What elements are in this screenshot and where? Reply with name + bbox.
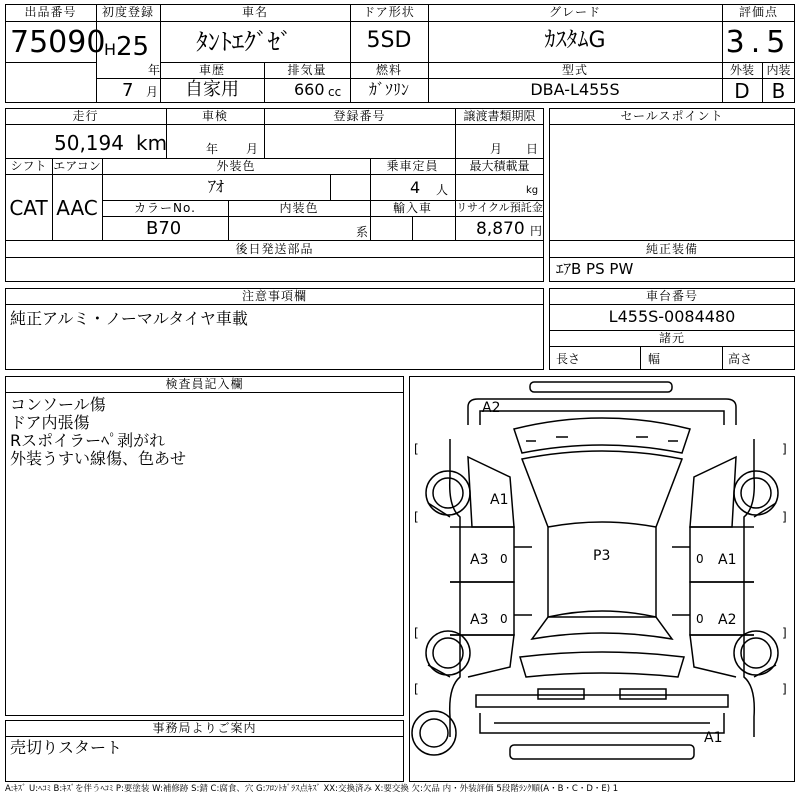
maxload-unit: kg (526, 185, 539, 196)
damage-mark-a1-bottom: A1 (704, 730, 723, 746)
grade: ｶｽﾀﾑG (544, 28, 606, 53)
shift-label: シフト (10, 159, 47, 173)
reg-month: 7 (122, 80, 134, 101)
capacity-label: 乗車定員 (386, 159, 439, 173)
length-label: 長さ (556, 352, 581, 366)
dims-label: 諸元 (658, 331, 685, 345)
chassis-label: 車台番号 (645, 289, 698, 303)
color-number: B70 (146, 218, 182, 239)
inspection-month-unit: 月 (246, 142, 259, 156)
later-parts-label: 後日発送部品 (235, 242, 314, 256)
damage-mark-zero-left-rear: 0 (500, 612, 508, 626)
inspector-line: コンソール傷 (10, 395, 106, 414)
displacement: 660 (294, 80, 325, 99)
car-diagram-svg (410, 377, 794, 781)
chassis-number: L455S-0084480 (608, 307, 736, 326)
mileage-label: 走行 (72, 109, 99, 123)
lot-number: 75090 (10, 25, 106, 60)
bracket-close-bottom-right: ] (782, 682, 787, 696)
interior-label: 内装 (766, 63, 791, 77)
inspection-year-unit: 年 (206, 142, 219, 156)
damage-mark-zero-right-rear: 0 (696, 612, 704, 626)
notes-text: 純正アルミ・ノーマルタイヤ車載 (10, 309, 248, 328)
damage-mark-p3: P3 (593, 548, 611, 564)
score-label: 評価点 (738, 5, 778, 19)
capacity: 4 (410, 178, 421, 197)
legend-footer: A:ｷｽﾞ U:ﾍｺﾐ B:ｷｽﾞを伴うﾍｺﾐ P:要塗装 W:補修跡 S:錆 C:腐食、穴 G:ﾌﾛﾝﾄｶﾞﾗｽ点ｷｽﾞ XX:交換済み X:要交換 欠:欠品 内・外装評価 5段階ﾗﾝｸ順(A・B・C・D・E) 1 (5, 784, 619, 794)
score: 3.5 (725, 25, 792, 60)
mileage: 50,194 (54, 131, 124, 155)
history-label: 車歴 (198, 63, 225, 77)
car-name: ﾀﾝﾄｴｸﾞｾﾞ (196, 28, 292, 56)
damage-mark-a2-top: A2 (482, 400, 501, 416)
year-unit: 年 (148, 63, 161, 77)
damage-diagram (409, 376, 795, 782)
damage-mark-zero-right-front: 0 (696, 552, 704, 566)
transfer-label: 譲渡書類期限 (463, 109, 536, 123)
shift: CAT (9, 196, 48, 220)
office-label: 事務局よりご案内 (152, 721, 257, 735)
door-label: ドア形状 (363, 5, 415, 19)
bracket-close-mid-right: ] (782, 510, 787, 524)
bracket-open-front-left: [ (414, 442, 419, 456)
bracket-close-front-right: ] (782, 442, 787, 456)
width-label: 幅 (648, 352, 661, 366)
inspector-notes (10, 396, 186, 468)
exterior-grade: D (734, 79, 750, 103)
inspection-label: 車検 (201, 109, 228, 123)
door-type: 5SD (366, 28, 412, 53)
damage-mark-a1-right: A1 (718, 552, 737, 568)
interior-color-unit: 系 (356, 225, 369, 239)
plate-label: 登録番号 (333, 109, 386, 123)
model-label: 型式 (561, 63, 588, 77)
damage-mark-a3-left-front: A3 (470, 552, 489, 568)
office-text: 売切りスタート (10, 738, 123, 757)
displacement-unit: cc (328, 85, 342, 99)
damage-mark-a1-left: A1 (490, 492, 509, 508)
transfer-month-unit: 月 (490, 142, 503, 156)
recycle-fee: 8,870 (476, 219, 525, 239)
bracket-close-rear-right: ] (782, 626, 787, 640)
bracket-open-bottom-left: [ (414, 682, 419, 696)
history: 自家用 (185, 79, 239, 100)
inspector-line: 外装うすい線傷、色あせ (10, 449, 187, 468)
inspector-line: ドア内張傷 (10, 413, 90, 432)
grade-label: グレード (548, 5, 601, 19)
notes-label: 注意事項欄 (241, 289, 307, 303)
recycle-label: リサイクル預託金 (456, 201, 543, 214)
damage-mark-a2-right: A2 (718, 612, 737, 628)
exterior-label: 外装 (729, 63, 754, 77)
era: H (104, 40, 117, 59)
color-label: 外装色 (216, 159, 256, 173)
reg-year: 25 (116, 32, 150, 62)
body-color: ｱｵ (207, 177, 224, 196)
transfer-day-unit: 日 (526, 142, 539, 156)
air-conditioner: AAC (56, 196, 98, 220)
height-label: 高さ (728, 352, 753, 366)
fuel: ｶﾞｿﾘﾝ (368, 80, 409, 99)
equipment: ｴｱB PS PW (556, 260, 634, 278)
sales-point-label: セールスポイント (620, 109, 724, 123)
displacement-label: 排気量 (287, 63, 327, 77)
ac-label: エアコン (53, 159, 101, 173)
fuel-label: 燃料 (375, 63, 402, 77)
model-code: DBA-L455S (530, 80, 620, 99)
inspector-line: Rスポイラーﾍﾟ剥がれ (10, 431, 166, 450)
mileage-unit: km (136, 131, 168, 155)
car-name-label: 車名 (241, 5, 268, 19)
recycle-unit: 円 (530, 224, 543, 238)
lot-label: 出品番号 (24, 5, 77, 19)
inspector-label: 検査員記入欄 (165, 377, 244, 391)
colorno-label: カラーNo. (134, 201, 196, 215)
bracket-open-rear-left: [ (414, 626, 419, 640)
damage-mark-zero-left-front: 0 (500, 552, 508, 566)
equipment-label: 純正装備 (645, 242, 698, 256)
maxload-label: 最大積載量 (469, 159, 530, 173)
interior-color-label: 内装色 (279, 201, 319, 215)
first-reg-label: 初度登録 (101, 5, 154, 19)
capacity-unit: 人 (436, 183, 449, 197)
damage-mark-a3-left-rear: A3 (470, 612, 489, 628)
interior-grade: B (771, 79, 786, 103)
import-label: 輸入車 (392, 201, 432, 215)
month-unit: 月 (146, 85, 159, 99)
bracket-open-mid-left: [ (414, 510, 419, 524)
